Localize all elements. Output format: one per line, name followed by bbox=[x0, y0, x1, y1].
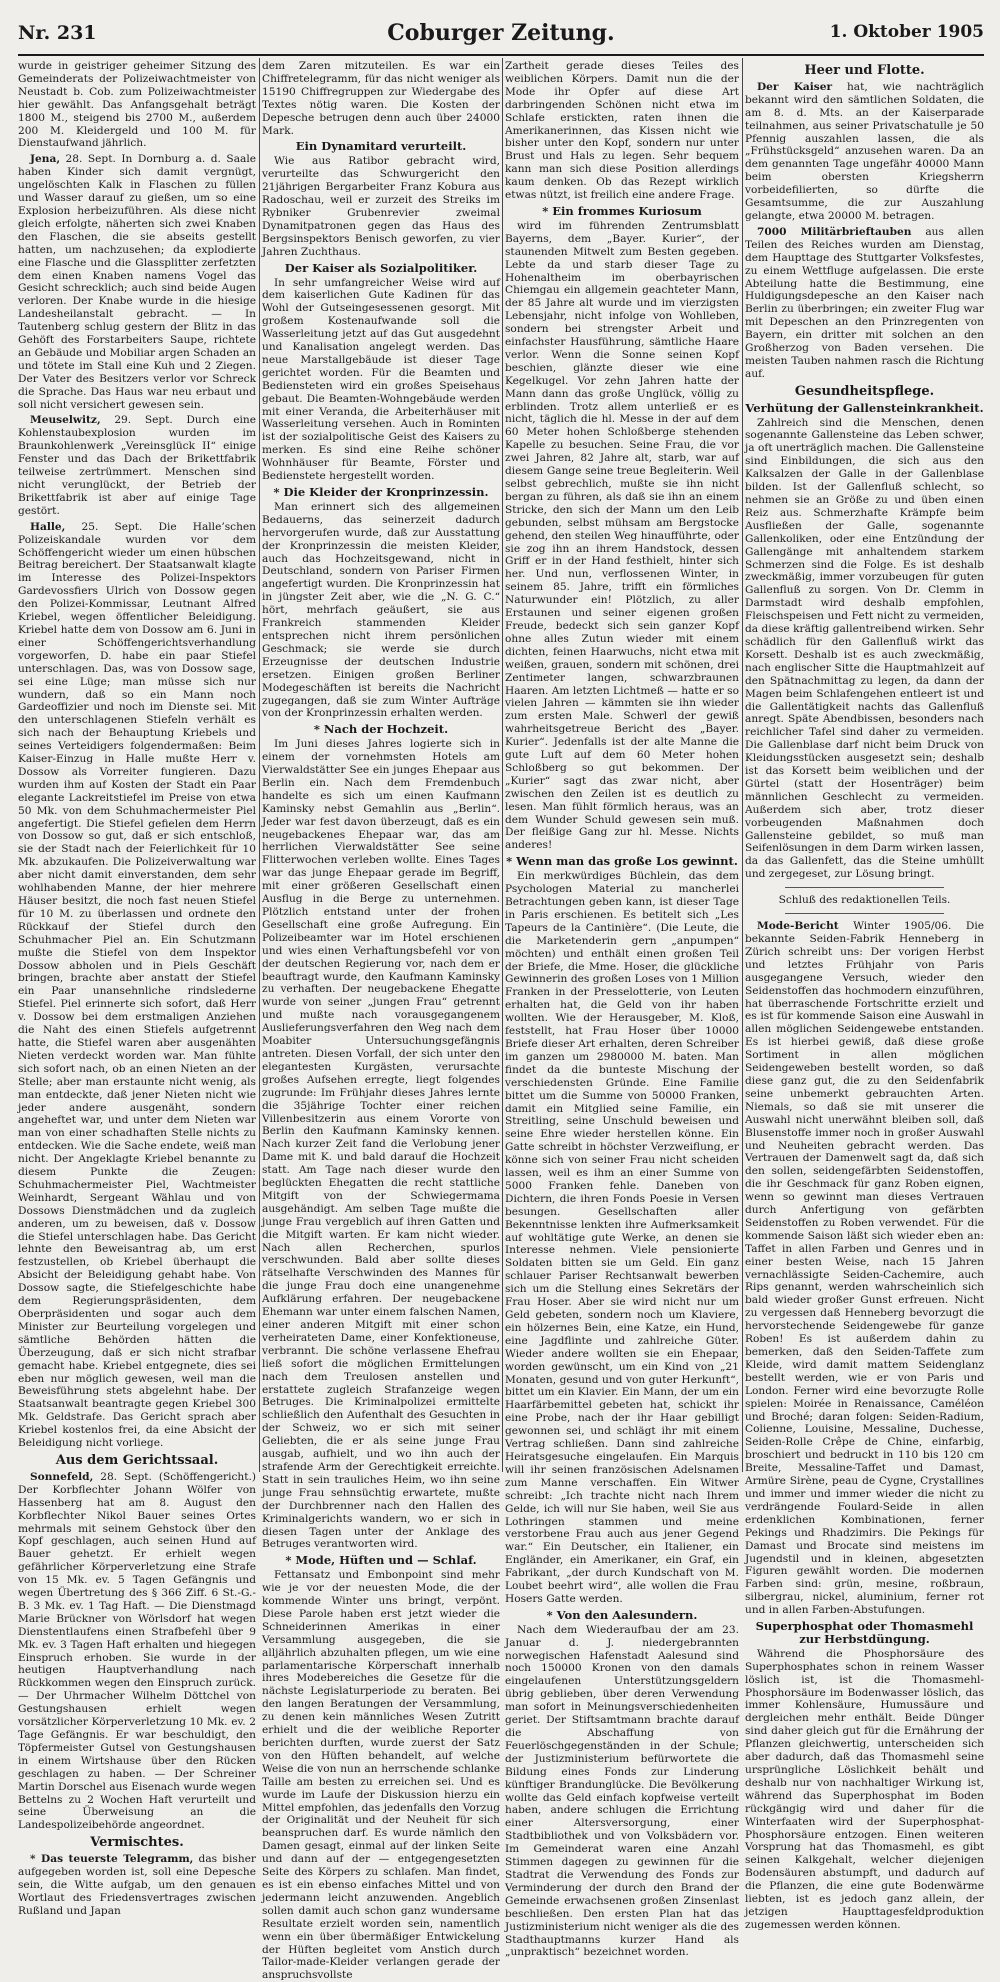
article-headline: Verhütung der Gallensteinkrankheit. bbox=[745, 400, 984, 415]
article-text: Zahlreich sind die Menschen, denen sogenannte Gallensteine das Leben schwer, ja oft unerträglich machen. Die Gallensteine sind Einbildungen, die sich aus den Kalksalzen der Galle in der Gallenblase bilden. Ist der Gallenfluß schlecht, so nehmen sie an Größe zu und üben einen Reiz aus. Schmerzhafte Krämpfe beim Ausfließen der Galle, sogenannte Gallenkoliken, oder eine Entzündung der Gallengänge mit anhaltendem starkem Schmerzen sind die Folge. Es ist deshalb zweckmäßig, immer vorzubeugen für guten Gallenfluß zu sorgen. Von Dr. Clemm in Darmstadt wird deshalb empfohlen, Fleischspeisen und Fett nicht zu vermeiden, da diese kräftig gallentreibend wirken. Sehr schädlich für den Gallenfluß wirkt das Korsett. Deshalb ist es auch zweckmäßig, nach englischer Sitte die Hauptmahlzeit auf den Spätnachmittag zu legen, da dann der Magen beim Schlafengehen entleert ist und die Gallentätigkeit nachts das Gallenfluß anregt. Späte Abendbissen, besonders nach reichlicher Tafel sind daher zu vermeiden. Die Gallenblase darf nicht beim Druck von Kleidungsstücken ausgesetzt sein; deshalb ist das Korsett beim weiblichen und der Gürtel (statt der Hosenträger) beim männlichen Geschlecht zu vermeiden. Außerdem sich aber, trotz dieser vorbeugenden Maßnahmen doch Gallensteine gebildet, so muß man Seifenlösungen in dem Darm wirken lassen, da das Gallenfett, das die Steine umhüllt und zergegeset, zur Lösung bringt. bbox=[745, 416, 984, 881]
article-headline: * Ein frommes Kuriosum bbox=[542, 203, 702, 218]
article-headline: * Nach der Hochzeit. bbox=[313, 722, 449, 737]
column-3 bbox=[505, 60, 739, 1959]
dateline: Sonnefeld, bbox=[30, 1470, 94, 1483]
article-lead: 7000 Militärbrieftauben bbox=[757, 225, 912, 238]
article-text: 28. Sept. In Dornburg a. d. Saale haben Kinder sich damit vergnügt, ungelöschten Kalk in Flaschen zu füllen und Wasser darauf zu gießen, um so eine Explosion herbeizuführen. Als diese nicht gleich erfolgte, näherten sich zwei Knaben den Flaschen, die sie abseits gestellt hatten, um nachzusehen; da explodierte eine Flasche und die Glassplitter zerfetzten dem einen Knaben namens Vogel das Gesicht schrecklich; auch sind beide Augen verloren. Der Knabe wurde in die hiesige Landesheilanstalt gebracht. — In Tautenberg schlug gestern der Blitz in das Gehöft des Forstarbeiters Saupe, richtete an Gebäude und Mobiliar argen Schaden an und tötete im Stall eine Kuh und 2 Ziegen. Der Vater des Besitzers verlor vor Schreck die Sprache. Das Haus war neu erbaut und soll nicht versichert gewesen sein. bbox=[18, 153, 256, 411]
article-text: 29. Sept. Durch eine Kohlenstaubexplosion wurden im Braunkohlenwerk „Vereinsglück II“ einige Fenster und das Dach der Brikettfabrik teilweise zertrümmert. Menschen sind nicht verunglückt, der Betrieb der Brikettfabrik ist aber auf einige Tage gestört. bbox=[18, 414, 256, 517]
article-paragraph bbox=[18, 153, 256, 411]
masthead bbox=[18, 14, 984, 50]
article-text: wird im führenden Zentrumsblatt Bayerns, dem „Bayer. Kurier“, der staunenden Mitwelt zum Besten gegeben. Lebte da und starb dieser Tage zu Hohenaltheim im oberbayrischen Chiemgau ein allgemein geachteter Mann, der 85 Jahre alt wurde und im vierzigsten Lebensjahr, nicht infolge von Wohlleben, sondern bei strengster Arbeit und einfachster Hausführung, sämtliche Haare verlor. Wenn die Sonne seinen Kopf beschien, glänzte dieser wie eine Kegelkugel. Vor zehn Jahren hatte der Mann dann das große Unglück, völlig zu erblinden. Trotz allem unterließ er es nicht, täglich die hl. Messe in der auf dem 60 Meter hohen Schloßberge stehenden Kapelle zu besuchen. Seine Frau, die vor zwei Jahren, 82 Jahre alt, starb, war auf diesem Gange seine treue Begleiterin. Weil selbst gebrechlich, mußte sie ihn nicht bergan zu führen, als daß sie ihn an einem Stricke, den sich der Mann um den Leib gebunden, selbst mühsam am Bergstocke gehend, den steilen Weg hinaufführte, oder sie zog ihn an ihrem Handstock, dessen Griff er in der Hand festhielt, hinter sich her. Und nun, verflossenen Winter, in seinem 85. Jahre, trifft ein förmliches Naturwunder ein! Plötzlich, zu aller Erstaunen und seiner eigenen großen Freude, bedeckt sich sein ganzer Kopf ohne alles Zutun wieder mit einem dichten, feinen Haarwuchs, nicht etwa mit weißen, grauen, sondern mit schönen, drei Zentimeter langen, schwarzbraunen Haaren. Am letzten Lichtmeß — hatte er so vielen Jahren — kämmten sie ihn wieder zum ersten Male. Schwerl der gewiß wahrheitsgetreue Bericht des „Bayer. Kurier“. Jedenfalls ist der alte Manne die gute Luft auf dem 60 Meter hohen Schloßberg so gut bekommen. Der „Kurier“ sagt das zwar nicht, aber zwischen den Zeilen ist es deutlich zu lesen. Man fühlt förmlich heraus, was an dem Wunder Schuld gewesen sein muß. Der fleißige Gang zur hl. Messe. Nichts anderes! bbox=[505, 219, 739, 852]
column-4 bbox=[745, 60, 985, 1931]
article-headline: Ein Dynamitard verurteilt. bbox=[295, 139, 467, 154]
article-text: Fettansatz und Embonpoint sind mehr wie je vor der neuesten Mode, die der kommende Winter uns bringt, verpönt. Diese Parole haben erst jetzt wieder die Schneiderinnen Amerikas in einer Versammlung ausgegeben, die sie alljährlich abzuhalten pflegen, um wie eine parlamentarische Körperschaft innerhalb ihres Modebereiches die Gesetze für die nächste Legislaturperiode zu beraten. Bei den langen Beratungen der Versammlung, zu denen kein männliches Wesen Zutritt erhielt und die der weibliche Reporter berichten durften, wurde zuerst der Satz von den Hüften behandelt, auf welche Weise die von nun an herrschende schlanke Taille am besten zu erreichen sei. Und es wurde im Laufe der Diskussion hierzu ein Mittel empfohlen, das jedenfalls den Vorzug der Originalität und der Neuheit für sich beanspruchen darf. Es wurde nämlich den Damen gesagt, einmal auf der linken Seite und dann auf der — entgegengesetzten Seite des Körpers zu schlafen. Man findet, es ist ein ebenso einfaches Mittel und von jedermann leicht anzuwenden. Angeblich sollen damit auch schon ganz wundersame Resultate erzielt worden sein, namentlich wenn ein über übermäßiger Entwickelung der Hüften begleitet vom Anstich durch Tailor-made-Kleider verlangen gerade der anspruchsvollste bbox=[262, 1569, 500, 1982]
article-text: Wie aus Ratibor gebracht wird, verurteilte das Schwurgericht den 21jährigen Bergarbeiter Franz Kobura aus Radoschau, weil er zurzeit des Streiks im Rybniker Grubenrevier zweimal Dynamitpatronen gegen das Haus des Bergsinspektors Benisch geworfen, zu vier Jahren Zuchthaus. bbox=[262, 155, 500, 258]
article-text: dem Zaren mitzuteilen. Es war ein Chiffretelegramm, für das nicht weniger als 15190 Chiffregruppen zur Wiedergabe des Textes nötig waren. Die Kosten der Depesche betrugen denn auch über 24000 Mark. bbox=[262, 60, 500, 137]
article-headline: * Wenn man das große Los gewinnt. bbox=[506, 854, 738, 869]
article-paragraph bbox=[18, 414, 256, 517]
article-text: Nach dem Wiederaufbau der am 23. Januar d. J. niedergebrannten norwegischen Hafenstadt Aalesund sind noch 150000 Kronen von den damals eingelaufenen Unterstützungsgeldern übrig geblieben, über deren Verwendung man sofort in Meinungsverschiedenheiten geriet. Der Stiftsamtmann brachte darauf die Abschaffung von Feuerlöschgegenständen in der Schule; der Justizministerium befürwortete die Bildung eines Fonds zur Linderung künftiger Brandunglücke. Die Bevölkerung wollte das Geld einfach kopfweise verteilt haben, andere schlugen die Errichtung einer Altersversorgung, einer Stadtbibliothek und von Volksbädern vor. Im Gemeinderat waren eine Anzahl Stimmen dagegen zu gewinnen für die Stadtrat die Verwendung des Fonds zur Verminderung der durch den Brand der Gemeinde erwachsenen großen Zinsenlast beschließen. Den ersten Plan hat das Justizministerium nicht weniger als die des Stadthauptmanns kurzer Hand als „unpraktisch“ bezeichnet worden. bbox=[505, 1623, 739, 1959]
article-lead: Mode-Bericht bbox=[757, 920, 839, 933]
issue-date: 1. Oktober 1905 bbox=[829, 22, 984, 42]
article-lead: Der Kaiser bbox=[757, 80, 833, 93]
issue-number: Nr. 231 bbox=[18, 22, 97, 44]
column-1 bbox=[18, 60, 256, 1917]
section-divider bbox=[785, 913, 944, 914]
article-text: Zartheit gerade dieses Teiles des weiblichen Körpers. Damit nun die der Mode ihr Opfer auf diese Art darbringenden Schönen nicht etwa im Schlafe erstickten, raten ihnen die Amerikanerinnen, das Kissen nicht wie bisher unter den Kopf, sondern nur unter Brust und Hals zu legen. Sehr bequem kann man sich diese Position allerdings kaum denken. Ob das Rezept wirklich etwas nützt, ist freilich eine andere Frage. bbox=[505, 60, 739, 202]
article-paragraph bbox=[18, 1471, 256, 1832]
editorial-end-notice: Schluß des redaktionellen Teils. bbox=[778, 894, 951, 907]
article-paragraph bbox=[745, 920, 984, 1617]
masthead-rule bbox=[18, 54, 984, 56]
dateline: Halle, bbox=[30, 520, 66, 533]
article-text: hat, wie nachträglich bekannt wird den sämtlichen Soldaten, die am 8. d. Mts. an der Kaiserparade teilnahmen, aus seiner Privatschatulle je 50 Pfennig auszahlen lassen, die als „Frühstücksgeld“ anzusehen waren. Da an dem genannten Tage ungefähr 40000 Mann beim obersten Kriegsherrn vorbeidefilierten, so dürfte die Gesamtsumme, die zur Auszahlung gelangte, etwa 20000 M. betragen. bbox=[745, 80, 985, 222]
article-headline: Der Kaiser als Sozialpolitiker. bbox=[284, 260, 478, 275]
article-paragraph bbox=[18, 1853, 256, 1918]
article-text: In sehr umfangreicher Weise wird auf dem kaiserlichen Gute Kadinen für das Wohl der Gutseingesessenen gesorgt. Mit großem Kostenaufwande soll die Wasserleitung jetzt auf das Gut ausgedehnt und Kanalisation angelegt werden. Das neue Marstallgebäude ist dieser Tage gerichtet worden. Für die Beamten und Bediensteten wird ein großes Speisehaus gebaut. Die Beamten-Wohngebäude werden mit einer Veranda, die Arbeiterhäuser mit Wasserleitung versehen. Auch in Rominten ist der sozialpolitische Geist des Kaisers zu merken. Es sind eine Reihe schöner Wohnhäuser für Beamte, Förster und Bedienstete hergestellt worden. bbox=[262, 276, 500, 483]
dateline: Meuselwitz, bbox=[30, 414, 101, 427]
article-headline: * Das teuerste Telegramm, bbox=[30, 1853, 194, 1866]
section-divider bbox=[785, 887, 944, 888]
article-headline: Superphosphat oder Thomasmehl zur Herbstdüngung. bbox=[755, 1619, 974, 1646]
newspaper-title: Coburger Zeitung. bbox=[387, 20, 615, 46]
article-text: 28. Sept. (Schöffengericht.) Der Korbflechter Johann Wölfer von Hassenberg hat am 8. August den Korbflechter Nikol Bauer seines Ortes mehrmals mit seinem Gehstock über den Kopf geschlagen, auch seinen Hund auf Bauer gehetzt. Er erhielt wegen gefährlicher Körperverletzung eine Strafe von 15 Mk. ev. 5 Tagen Gefängnis und wegen Übertretung des § 366 Ziff. 6 St.-G.-B. 3 Mk. ev. 1 Tag Haft. — Die Dienstmagd Marie Brückner von Wörlsdorf hat wegen Dienstentlaufens einen Strafbefehl über 9 Mk. ev. 3 Tagen Haft erhalten und hiegegen Einspruch erhoben. Sie wurde in der heutigen Hauptverhandlung nach Rückkommen wegen den Einspruch zurück. — Der Uhrmacher Wilhelm Döttchel von Gestungshausen erhielt wegen vorsätzlicher Körperverletzung 10 Mk. ev. 2 Tage Gefängnis. Er war beschuldigt, den Töpfermeister Gutsel von Gestungshausen in einem Wirtshause über den Rücken geschlagen zu haben. — Der Schreiner Martin Dorschel aus Eisenach wurde wegen Bettelns zu 2 Wochen Haft verurteilt und seine Überweisung an die Landespolizeibehörde angeordnet. bbox=[18, 1470, 256, 1832]
column-divider bbox=[259, 58, 260, 1472]
article-text: 25. Sept. Die Halle’schen Polizeiskandale wurden vor dem Schöffengericht wieder um einen hübschen Beitrag bereichert. Der Staatsanwalt klagte im Interesse des Polizei-Inspektors Gardevossfiers Ulrich von Dossow gegen den Polizei-Kommissar, Leutnant Alfred Kriebel, wegen öffentlicher Beleidigung. Kriebel hatte dem von Dossow am 6. Juni in einer Schöffengerichtsverhandlung vorgeworfen, D. habe ein paar Stiefel unterschlagen. Das, was von Dossow sage, sei eine Lüge; man müsse sich nur wundern, daß so ein Mann noch Gardeoffizier und noch im Dienste sei. Mit den unterschlagenen Stiefeln verhält es sich nach der Behauptung Kriebels und seines Verteidigers folgendermaßen: Beim Kaiser-Einzug in Halle mußte Herr v. Dossow als Vorreiter fungieren. Dazu wurden ihm auf Kosten der Stadt ein Paar elegante Lackreitstiefel im Preise von etwa 50 Mk. von dem Schuhmachermeister Piel angefertigt. Die Stiefel gefielen dem Herrn von Dossow so gut, daß er sich entschloß, sie der Stadt nach der Feierlichkeit für 10 Mk. abzukaufen. Die Polizeiverwaltung war aber nicht damit einverstanden, dem sehr wohlhabenden Manne, der hier mehrere Häuser besitzt, die noch fast neuen Stiefel für 10 M. zu überlassen und ordnete den Rückkauf der Stiefel durch den Schuhmacher Piel an. Ein Schutzmann mußte die Stiefel von dem Inspektor Dossow abholen und in Piels Geschäft bringen, brachte aber anstatt der Stiefel ein Paar unansehnliche rindslederne Stiefel. Piel erinnerte sich sofort, daß Herr v. Dossow bei dem erstmaligen Anziehen die Naht des einen Stiefels aufgetrennt hatte, die Stiefel waren aber ausgenähten Nieten verdeckt worden war. Man fühlte sich sofort nach, ob an einen Nieten an der Stelle; aber man erstaunte nicht wenig, als man entdeckte, daß jener Nieten nicht wie jeder andere ausgenäht, sondern angeheftet war, und unter dem Nieten war man von einer schadhaften Stelle nichts zu entdecken. Wie die Sache endete, weiß man nicht. Der Angeklagte Kriebel benannte zu diesem Punkte die Zeugen: Schuhmachermeister Piel, Wachtmeister Weinhardt, Sergeant Wählau und von Dossows Dienstmädchen und da zugleich anderen, um zu beweisen, daß v. Dossow die Stiefel unterschlagen habe. Das Gericht lehnte den Beweisantrag ab, um erst festzustellen, ob Kriebel überhaupt die Absicht der Beleidigung gehabt habe. Von Dossow sagte, die Stiefelgeschichte habe dem Regierungspräsidenten, dem Oberpräsidenten und sogar auch dem Minister zur Beurteilung vorgelegen und sämtliche Behörden hätten die Überzeugung, daß er sich nicht strafbar gemacht habe. Kriebel entgegnete, dies sei eben nur möglich gewesen, weil man die Beweisführung stets abgelehnt habe. Der Staatsanwalt beantragte gegen Kriebel 300 Mk. Geldstrafe. Das Gericht sprach aber Kriebel kostenlos frei, da eine Absicht der Beleidigung nicht vorliege. bbox=[18, 520, 256, 1450]
section-heading-misc: Vermischtes. bbox=[90, 1835, 184, 1851]
article-paragraph bbox=[18, 521, 256, 1450]
column-divider bbox=[742, 58, 743, 1472]
article-text: Im Juni dieses Jahres logierte sich in einem der vornehmsten Hotels am Vierwaldstätter See ein junges Ehepaar aus Berlin ein. Nach dem Fremdenbuch handelte es sich um einen Kaufmann Kaminsky nebst Gemahlin aus „Berlin“. Jeder war fest davon überzeugt, daß es ein neugebackenes Ehepaar war, das am herrlichen Vierwaldstätter See seine Flitterwochen verleben wollte. Eines Tages war das junge Ehepaar gerade im Begriff, mit einer größeren Gesellschaft einen Ausflug in die Berge zu unternehmen. Plötzlich entstand unter der frohen Gesellschaft eine große Aufregung. Ein Polizeibeamter war im Hotel erschienen und wies einen Verhaftungsbefehl vor von der deutschen Regierung vor, nach dem er beauftragt wurde, den Kaufmann Kaminsky zu verhaften. Der neugebackene Ehegatte wurde von seiner „jungen Frau“ getrennt und mußte nach vorausgegangenem Auslieferungsverfahren den Weg nach dem Moabiter Untersuchungsgefängnis antreten. Diesen Vorfall, der sich unter den elegantesten Kurgästen, verursachte großes Aufsehen erregte, liegt folgendes zugrunde: Im Frühjahr dieses Jahres lernte die 35jährige Tochter einer reichen Villenbesitzerin aus einem Vororte von Berlin den Kaufmann Kaminsky kennen. Nach kurzer Zeit fand die Verlobung jener Dame mit K. und bald darauf die Hochzeit statt. Am Tage nach dieser wurde den beglückten Ehegatten die recht stattliche Mitgift von der Schwiegermama ausgehändigt. Am selben Tage mußte die junge Frau vergeblich auf ihren Gatten und die Mitgift warten. Er kam nicht wieder. Nach allen Recherchen, spurlos verschwunden. Bald aber sollte dieses rätselhafte Verschwinden des Mannes für die junge Frau doch eine unangenehme Aufklärung erfahren. Der neugebackene Ehemann war unter einem falschen Namen, einer anderen Mitgift mit einer schon verheirateten Dame, einer Konfektioneuse, verbrannt. Die schöne verlassene Ehefrau ließ sofort die möglichen Ermittelungen nach dem Treulosen anstellen und erstattete zugleich Strafanzeige wegen Betruges. Die Kriminalpolizei ermittelte schließlich den Aufenthalt des Gesuchten in der Schweiz, wo er sich mit seiner Geliebten, die er als seine junge Frau ausgab, aufhielt, und wo ihn auch der strafende Arm der Gerechtigkeit erreichte. Statt in sein trauliches Heim, wo ihn seine junge Frau sehnsüchtig erwartete, mußte der Durchbrenner nach den Hallen des Kriminalgerichts wandern, wo er sich in diesen Tagen unter der Anklage des Betruges verantworten wird. bbox=[262, 738, 500, 1551]
section-heading-health: Gesundheitspflege. bbox=[794, 383, 935, 399]
article-text: Während die Phosphorsäure des Superphosphates schon in reinem Wasser löslich ist, ist die Thomasmehl-Phosphorsäure im Bodenwasser löslich, das immer Kohlensäure, Humussäure und dergleichen mehr enthält. Beide Dünger sind daher gleich gut für die Ernährung der Pflanzen gleichwertig, unterscheiden sich aber dadurch, daß das Thomasmehl seine ursprüngliche Löslichkeit behält und deshalb nur von nachhaltiger Wirkung ist, während das Superphosphat im Boden rückgängig wird und daher für die Winterfaaten wird der Superphosphat-Phosphorsäure entzogen. Einen weiteren Vorsprung hat das Thomasmehl, es gibt seinen Kalkgehalt, welcher diejenigen Bodensäuren abstumpft, und dadurch auf die Pflanzen, die eine gute Bodenwärme liebten, ist es jedoch ganz allein, der jetzigen Haupttagesfeldproduktion zugemessen werden können. bbox=[745, 1647, 984, 1931]
article-paragraph bbox=[745, 81, 984, 223]
column-2 bbox=[262, 60, 500, 1982]
article-headline: * Mode, Hüften und — Schlaf. bbox=[285, 1553, 477, 1568]
article-text: Man erinnert sich des allgemeinen Bedauerns, das seinerzeit dadurch hervorgerufen wurde, daß zur Ausstattung der Kronprinzessin die meisten Kleider, auch das Hochzeitsgewand, nicht in Deutschland, sondern von Pariser Firmen angefertigt wurden. Die Kronprinzessin hat in jüngster Zeit aber, wie die „N. G. C.“ hört, mehrfach geäußert, sie aus Frankreich stammenden Kleider entsprechen nicht ihrem persönlichen Geschmack; sie werde sie durch Erzeugnisse der deutschen Industrie ersetzen. Einigen großen Berliner Modegeschäften ist bereits die Nachricht zugegangen, daß sie zum Winter Aufträge von der Kronprinzessin erhalten werden. bbox=[262, 500, 500, 720]
column-divider bbox=[502, 58, 503, 1472]
article-text: wurde in geistriger geheimer Sitzung des Gemeinderats der Polizeiwachtmeister von Neustadt b. Cob. zum Polizeiwachtmeister hier gewählt. Das Anfangsgehalt beträgt 1800 M., steigend bis 2700 M., außerdem 200 M. Kleidergeld und 100 M. für Dienstaufwand jährlich. bbox=[18, 60, 256, 150]
section-heading-court: Aus dem Gerichtssaal. bbox=[55, 1452, 219, 1468]
article-text: das bisher aufgegeben worden ist, soll eine Depesche sein, die Witte aufgab, um den genauen Wortlaut des Friedensvertrages zwischen Rußland und Japan bbox=[18, 1853, 256, 1917]
dateline: Jena, bbox=[30, 153, 61, 166]
article-paragraph bbox=[745, 226, 984, 381]
article-text: aus allen Teilen des Reiches wurden am Dienstag, dem Haupttage des Stuttgarter Volksfestes, zu einem Wettfluge aufgelassen. Die erste Abteilung hatte die Bestimmung, eine Huldigungsdepesche an den Kaiser nach Berlin zu überbringen; ein zweiter Flug war mit Depeschen an den Prinzregenten von Bayern, ein dritter mit solchen an den Großherzog von Baden versehen. Die meisten Tauben nahmen rasch die Richtung auf. bbox=[745, 225, 984, 380]
section-heading-army: Heer und Flotte. bbox=[804, 63, 925, 78]
article-text: Winter 1905/06. Die bekannte Seiden-Fabrik Henneberg in Zürich schreibt uns: Der vorigen Herbst und letztes Frühjahr von Paris ausgegangene Versuch, wieder den Seidenstoffen das hochmodern einzuführen, hat überraschende Fortschritte erzielt und es ist für kommende Saison eine Auswahl in allen möglichen Seidengewebe entstanden. Es ist hierbei gewiß, daß diese große Sortiment in allen möglichen Seidengeweben bestellt worden, so daß diese ganz gut, die zu den Seidenfabrik seine unbemerkt gebrauchten Arten. Niemals, so daß sie mit unserer die Auswahl nicht unerwähnt bleiben soll, daß Blusenstoffe immer noch in großer Auswahl und Neuheiten gebracht werden. Das Vertrauen der Damenwelt sagt da, daß sich den sollen, seidengefärbten Seidenstoffen, die ihr Geschmack für ganz Roben eignen, wenn so gewinnt man dieses Vertrauen durch Anfertigung von gefärbten Seidenstoffen zu Roben verwendet. Für die kommende Saison läßt sich wieder eben an: Taffet in allen Farben und Genres und in einer besten Weise, nach 15 Jahren vernachlässigte Seiden-Cachemire, auch Rips genannt, werden wahrscheinlich sich bald wieder großer Gunst erfreuen. Nicht zu vergessen daß Henneberg bevorzugt die hervorstechende Seidengewebe für ganze Roben! Es ist außerdem dahin zu bemerken, daß den Seiden-Taffete zum Kleide, wird damit mattem Seidenglanz bestellt werden, wie er von Paris und London. Ferner wird eine bevorzugte Rolle spielen: Moirée in Renaissance, Caméléon und Broché; daran folgen: Seiden-Radium, Colienne, Louisine, Messaline, Duchesse, Seiden-Rolle Crêpe de Chine, einfarbig, broschiert und bedruckt in 110 bis 120 cm Breite, Messaline-Taffet und Damast, Armüre Sirène, peau de Cygne, Crystallines und immer und immer wieder die nicht zu verdrängende Foulard-Seide in allen erdenklichen Kombinationen, ferner Pekings und Rhadzimirs. Die Pekings für Damast und Brocate sind meistens im Jugendstil und in kleinen, abgesetzten Figuren gewählt worden. Die modernen Farben sind: grün, mesine, roßbraun, silbergrau, nickel, aluminium, ferner rot und in allen Farben-Abstufungen. bbox=[745, 920, 984, 1617]
article-headline: * Die Kleider der Kronprinzessin. bbox=[273, 485, 489, 499]
article-text: Ein merkwürdiges Büchlein, das dem Psychologen Material zu mancherlei Betrachtungen geben kann, ist dieser Tage in Paris erschienen. Es betitelt sich „Les Tapeurs de la Cantinière“. (Die Leute, die die Marketenderin gern „anpumpen“ möchten) und enthält einen großen Teil der Briefe, die Mme. Hoser, die glückliche Gewinnerin des großen Loses von 1 Million Franken in der Presselotterie, von Leuten erhalten hat, die Geld von ihr haben wollten. Wie der Herausgeber, M. Kloß, feststellt, hat Frau Hoser über 10000 Briefe dieser Art erhalten, deren Schreiber im ganzen um 2980000 M. baten. Man findet da die bunteste Mischung der verschiedensten Gründe. Eine Familie bittet um die Summe von 50000 Franken, damit ein Mitglied seine Familie, ein Streitling, seine Unschuld beweisen und seine Ehre wieder herstellen könne. Ein Gatte schreibt in höchster Verzweiflung, er könne sich von seiner Frau nicht scheiden lassen, weil es ihm an einer Summe von 5000 Franken fehle. Daneben von Dichtern, die ihren Fonds Poesie in Versen besungen. Gesellschaften aller Bekenntnisse lenkten ihre Aufmerksamkeit auf wohltätige gute Werke, an denen sie Interesse nehmen. Viele pensionierte Soldaten bitten sie um Geld. Ein ganz schlauer Pariser Rechtsanwalt bewerben sich um die Stellung eines Sekretärs der Frau Hoser. Aber sie wird nicht nur um Geld gebeten, sondern noch um Klaviere, ein hölzernes Bein, eine Katze, ein Hund, eine Jagdflinte und zahlreiche Güter. Wieder andere wollten sie ein Ehepaar, worden gewünscht, um ein Kind von „21 Monaten, gesund und von guter Herkunft“, bittet um ein Klavier. Ein Mann, der um ein Haarfärbemittel gebeten hat, schickt ihr eine Probe, nach der ihr Haar gebilligt gewonnen sei, und schlägt ihr mit einem Vertrag schließen. Dann sind zahlreiche Heiratsgesuche eingelaufen. Ein Marquis will ihr seinen französischen Adelsnamen zum Manne verschaffen. Ein Witwer schreibt: „Ich trachte nicht nach Ihrem Gelde, ich will nur Sie haben, weil Sie aus Lothringen stammen und meine verstorbene Frau auch aus jener Gegend war.“ Ein Deutscher, ein Italiener, ein Engländer, ein Amerikaner, ein Graf, ein Fabrikant, „der durch Kundschaft von M. Loubet beehrt wird“, alle wollen die Frau Hosers Gatte werden. bbox=[505, 870, 739, 1605]
article-headline: * Von den Aalesundern. bbox=[546, 1607, 698, 1622]
